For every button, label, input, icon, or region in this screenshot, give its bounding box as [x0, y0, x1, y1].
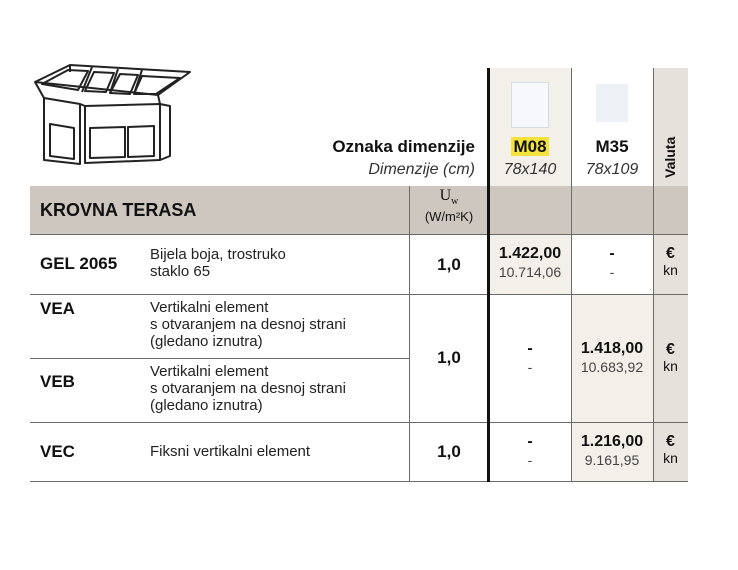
price-kn-vea-veb-m35: 10.683,92	[580, 359, 644, 375]
row-code-gel2065: GEL 2065	[40, 254, 118, 273]
row-code-vea: VEA	[40, 299, 75, 318]
grid-line	[409, 186, 410, 482]
m35-size: 78x109	[585, 161, 639, 178]
dimension-sublabel: Dimenzije (cm)	[368, 161, 475, 178]
valuta-label: Valuta	[662, 136, 678, 178]
price-kn-vec-m08: -	[527, 452, 533, 468]
grid-divider	[487, 68, 490, 482]
price-kn-vec-m35: 9.161,95	[584, 452, 640, 468]
uw-symbol: U	[439, 187, 452, 204]
m35-code: M35	[595, 137, 629, 156]
section-title: KROVNA TERASA	[40, 200, 197, 220]
row-code-veb: VEB	[40, 372, 75, 391]
m08-code: M08	[513, 137, 547, 156]
m08-size: 78x140	[503, 161, 557, 178]
row-desc-vea: Vertikalni element s otvaranjem na desnoj strani (gledano iznutra)	[150, 299, 346, 350]
row-desc-vec: Fiksni vertikalni element	[150, 443, 311, 460]
currency-gel2065: € kn	[663, 245, 678, 278]
currency-vec: € kn	[663, 433, 678, 466]
grid-line	[571, 68, 572, 482]
price-eur-gel2065-m35: -	[609, 245, 615, 262]
price-kn-gel2065-m08: 10.714,06	[498, 264, 562, 280]
row-desc-gel2065: Bijela boja, trostruko staklo 65	[150, 246, 286, 280]
grid-line	[30, 481, 688, 482]
uw-value-vea-veb: 1,0	[437, 348, 461, 367]
roof-terrace-window-illustration	[30, 60, 195, 170]
grid-line	[30, 294, 688, 295]
uw-value-vec: 1,0	[437, 442, 461, 461]
m08-window-icon	[511, 82, 549, 128]
grid-line	[30, 358, 410, 359]
price-eur-vea-veb-m35: 1.418,00	[580, 340, 644, 357]
price-eur-vea-veb-m08: -	[527, 340, 533, 357]
grid-line	[653, 68, 654, 482]
price-eur-vec-m35: 1.216,00	[580, 433, 644, 450]
grid-line	[30, 234, 688, 235]
currency-vea-veb: € kn	[663, 341, 678, 374]
price-kn-gel2065-m35: -	[609, 264, 615, 280]
price-eur-vec-m08: -	[527, 433, 533, 450]
row-code-vec: VEC	[40, 442, 75, 461]
price-kn-vea-veb-m08: -	[527, 359, 533, 375]
price-eur-gel2065-m08: 1.422,00	[498, 245, 562, 262]
uw-subscript: w	[451, 196, 459, 208]
uw-header	[410, 187, 488, 224]
grid-line	[30, 422, 688, 423]
uw-unit: (W/m²K)	[424, 209, 474, 225]
m35-window-icon	[596, 84, 628, 122]
dimension-label: Oznaka dimenzije	[332, 137, 475, 156]
row-desc-veb: Vertikalni element s otvaranjem na desnoj strani (gledano iznutra)	[150, 363, 346, 414]
uw-value-gel2065: 1,0	[437, 255, 461, 274]
